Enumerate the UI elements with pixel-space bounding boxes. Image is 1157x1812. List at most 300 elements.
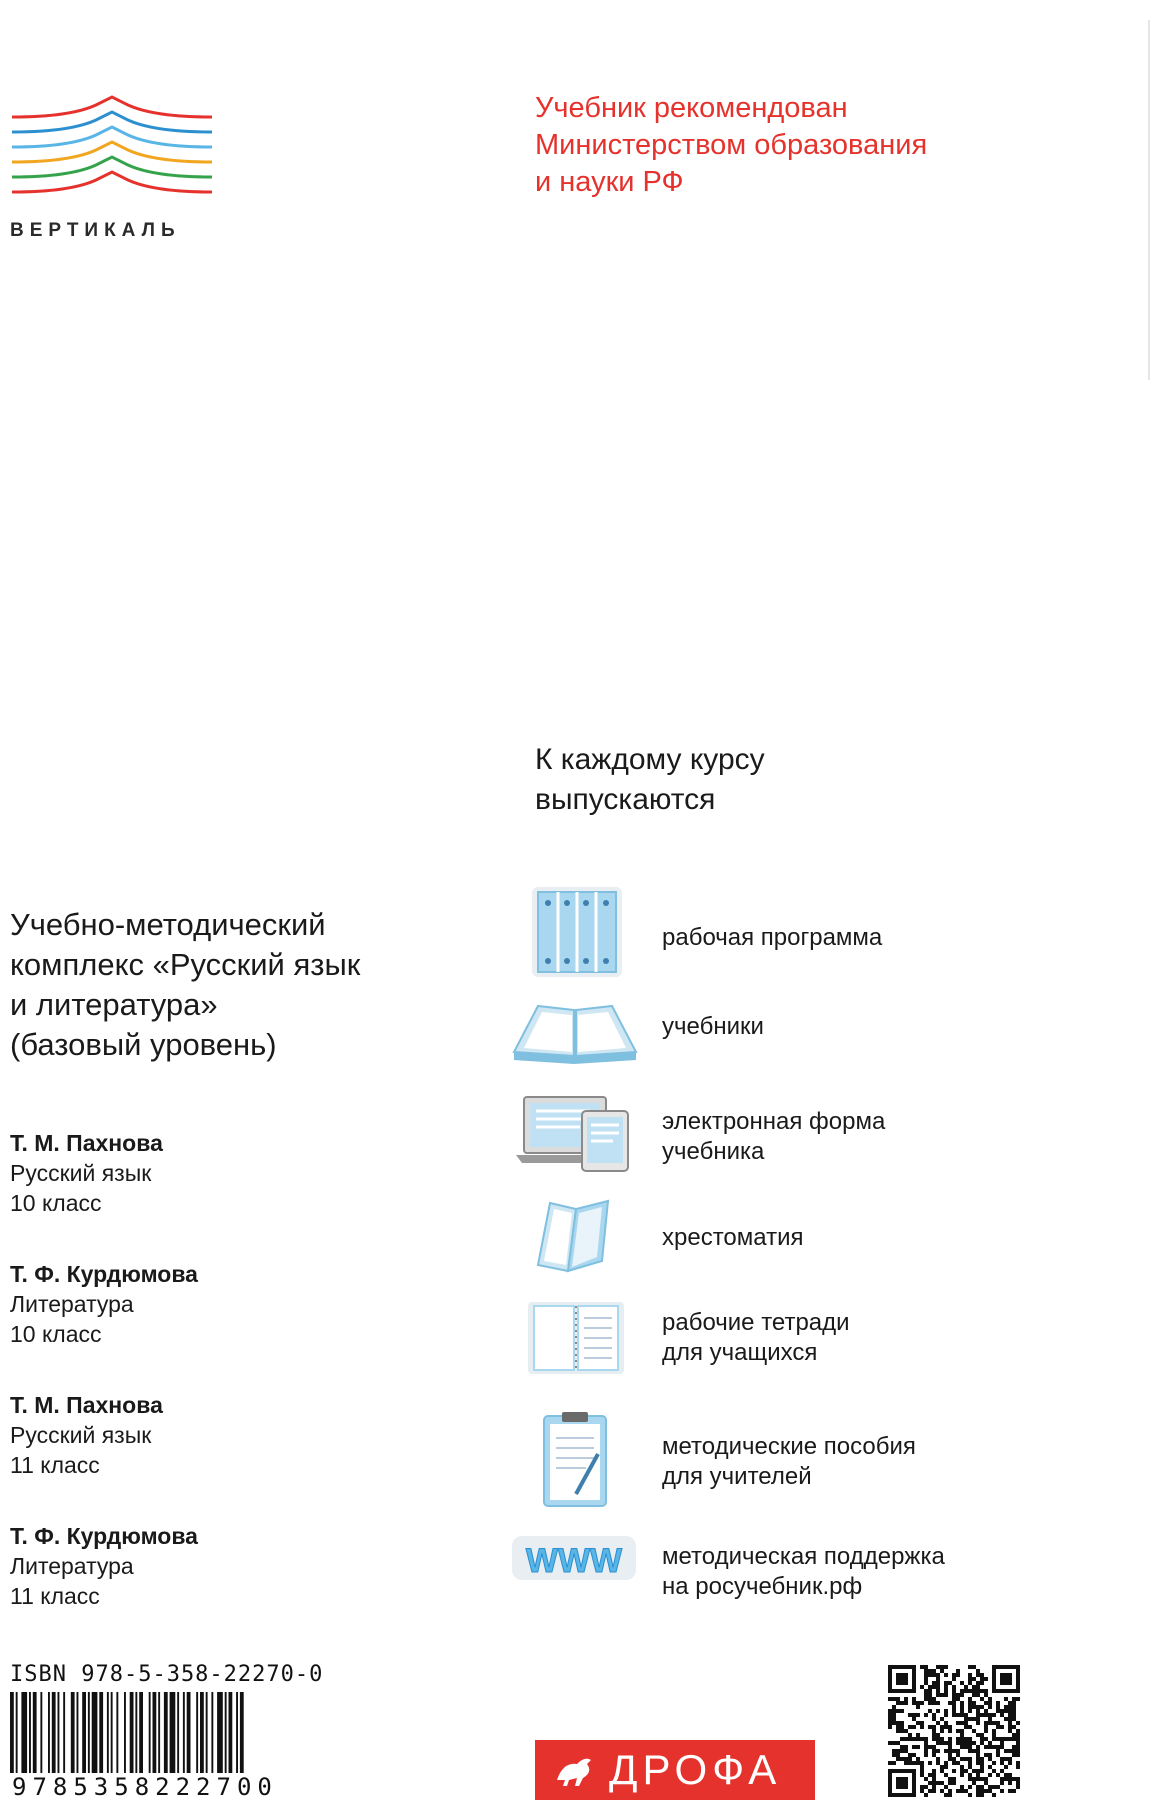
barcode-bar <box>196 1692 198 1776</box>
qr-module <box>1004 1709 1008 1713</box>
book-author: Т. Ф. Курдюмова <box>10 1523 198 1549</box>
qr-module <box>952 1693 956 1697</box>
qr-module <box>912 1745 916 1749</box>
qr-module <box>908 1761 912 1765</box>
product-label: для учащихся <box>662 1339 818 1366</box>
page-edge-divider <box>1148 20 1150 380</box>
qr-module <box>1008 1709 1012 1713</box>
qr-module <box>1016 1737 1020 1741</box>
qr-module <box>1016 1753 1020 1757</box>
qr-module <box>932 1701 936 1705</box>
products-heading <box>535 740 1055 820</box>
qr-module <box>936 1693 940 1697</box>
qr-module <box>928 1689 932 1693</box>
qr-module <box>1016 1745 1020 1749</box>
qr-module <box>972 1769 976 1773</box>
qr-module <box>948 1729 952 1733</box>
qr-module <box>940 1717 944 1721</box>
qr-module <box>936 1677 940 1681</box>
qr-module <box>948 1777 952 1781</box>
notebook-icon <box>510 1298 640 1398</box>
barcode-bar <box>206 1692 208 1776</box>
qr-module <box>928 1673 932 1677</box>
qr-module <box>888 1741 892 1745</box>
products-heading-line: К каждому курсу <box>535 743 765 776</box>
isbn-label: ISBN 978-5-358-22270-0 <box>10 1662 324 1687</box>
qr-module <box>960 1773 964 1777</box>
product-label: электронная форма <box>662 1108 886 1135</box>
qr-module <box>924 1677 928 1681</box>
qr-module <box>1012 1717 1016 1721</box>
qr-module <box>1004 1777 1008 1781</box>
qr-module <box>968 1741 972 1745</box>
qr-module <box>996 1725 1000 1729</box>
qr-module <box>936 1701 940 1705</box>
qr-module <box>1008 1725 1012 1729</box>
qr-module <box>900 1749 904 1753</box>
qr-module <box>960 1789 964 1793</box>
qr-module <box>920 1765 924 1769</box>
qr-module <box>980 1761 984 1765</box>
qr-module <box>888 1689 916 1693</box>
qr-module <box>896 1777 908 1789</box>
qr-module <box>904 1701 908 1705</box>
qr-module <box>892 1705 896 1709</box>
book-subject: Литература <box>10 1291 134 1317</box>
qr-module <box>972 1781 976 1785</box>
qr-module <box>968 1673 972 1677</box>
qr-module <box>972 1693 976 1697</box>
qr-module <box>968 1689 972 1693</box>
qr-module <box>1004 1773 1008 1777</box>
qr-module <box>976 1761 980 1765</box>
qr-module <box>952 1757 956 1761</box>
qr-module <box>1004 1737 1008 1741</box>
qr-module <box>932 1725 936 1729</box>
qr-module <box>932 1673 936 1677</box>
qr-module <box>904 1729 908 1733</box>
open-book-icon <box>510 990 640 1090</box>
qr-module <box>956 1749 960 1753</box>
qr-module <box>900 1725 904 1729</box>
qr-module <box>940 1741 944 1745</box>
qr-module <box>1016 1777 1020 1781</box>
qr-module <box>916 1713 920 1717</box>
barcode-bar <box>29 1692 31 1776</box>
qr-module <box>976 1749 980 1753</box>
qr-module <box>960 1721 964 1725</box>
qr-module <box>904 1757 908 1761</box>
qr-module <box>924 1669 928 1673</box>
barcode-bar <box>21 1692 27 1776</box>
qr-module <box>1008 1773 1012 1777</box>
qr-module <box>992 1793 996 1797</box>
qr-module <box>988 1713 992 1717</box>
barcode-bar <box>130 1692 134 1776</box>
qr-module <box>1012 1697 1016 1701</box>
qr-module <box>920 1725 924 1729</box>
qr-module <box>980 1757 984 1761</box>
qr-module <box>944 1673 948 1677</box>
qr-module <box>892 1697 896 1701</box>
complex-title-line: (базовый уровень) <box>10 1027 277 1062</box>
qr-module <box>976 1685 980 1689</box>
qr-module <box>1008 1705 1012 1709</box>
qr-module <box>952 1701 956 1705</box>
laptop-tablet-icon <box>510 1093 640 1193</box>
qr-module <box>888 1717 892 1721</box>
qr-module <box>984 1781 988 1785</box>
qr-module <box>944 1721 948 1725</box>
qr-module <box>980 1737 984 1741</box>
qr-module <box>892 1717 896 1721</box>
qr-module <box>964 1717 968 1721</box>
qr-module <box>1012 1701 1016 1705</box>
qr-module <box>992 1745 996 1749</box>
qr-module <box>1012 1709 1016 1713</box>
barcode-bar <box>135 1692 137 1776</box>
products-heading-line: выпускаются <box>535 783 716 816</box>
qr-module <box>944 1761 948 1765</box>
qr-module <box>932 1681 936 1685</box>
qr-module <box>948 1741 952 1745</box>
qr-module <box>924 1745 928 1749</box>
qr-module <box>896 1673 908 1685</box>
qr-module <box>968 1681 972 1685</box>
qr-module <box>996 1709 1000 1713</box>
vertical-series-logo <box>10 95 215 255</box>
qr-module <box>984 1777 988 1781</box>
qr-module <box>952 1713 956 1717</box>
qr-module <box>920 1789 924 1793</box>
product-label: рабочая программа <box>662 924 883 951</box>
qr-module <box>936 1733 940 1737</box>
qr-module <box>928 1761 932 1765</box>
barcode-bar <box>183 1692 185 1776</box>
qr-module <box>1016 1749 1020 1753</box>
qr-module <box>916 1761 920 1765</box>
barcode-bar <box>99 1692 103 1776</box>
qr-module <box>996 1721 1000 1725</box>
qr-module <box>896 1709 900 1713</box>
qr-module <box>944 1681 948 1685</box>
qr-module <box>944 1785 948 1789</box>
binder-icon <box>510 885 640 985</box>
qr-module <box>888 1709 892 1713</box>
qr-module <box>896 1753 900 1757</box>
qr-module <box>992 1665 996 1693</box>
qr-module <box>920 1685 924 1689</box>
qr-module <box>1004 1697 1008 1701</box>
barcode-bar <box>139 1692 143 1776</box>
qr-module <box>920 1785 924 1789</box>
qr-module <box>892 1761 896 1765</box>
qr-module <box>904 1749 908 1753</box>
qr-module <box>1016 1741 1020 1745</box>
qr-module <box>924 1793 928 1797</box>
qr-module <box>932 1777 936 1781</box>
qr-module <box>888 1725 892 1729</box>
qr-module <box>988 1785 992 1789</box>
qr-module <box>1008 1749 1012 1753</box>
qr-module <box>980 1789 984 1793</box>
qr-module <box>1016 1765 1020 1769</box>
qr-module <box>948 1793 952 1797</box>
qr-module <box>968 1765 972 1769</box>
qr-module <box>904 1761 908 1765</box>
qr-module <box>924 1673 928 1677</box>
qr-module <box>948 1701 952 1705</box>
qr-module <box>992 1713 996 1717</box>
qr-module <box>952 1781 956 1785</box>
qr-module <box>960 1785 964 1789</box>
qr-module <box>936 1781 940 1785</box>
barcode-bar <box>240 1692 244 1776</box>
qr-module <box>976 1717 980 1721</box>
barcode-bar <box>10 1692 14 1776</box>
qr-module <box>972 1741 976 1745</box>
qr-module <box>964 1757 968 1761</box>
qr-module <box>968 1777 972 1781</box>
complex-title-line: Учебно-методический <box>10 907 326 942</box>
qr-module <box>944 1765 948 1769</box>
qr-module <box>968 1757 972 1761</box>
barcode-bar <box>200 1692 204 1776</box>
qr-module <box>976 1769 980 1773</box>
qr-module <box>964 1689 968 1693</box>
barcode-bar <box>225 1692 227 1776</box>
qr-module <box>956 1753 960 1757</box>
qr-module <box>984 1701 988 1705</box>
barcode-bar <box>236 1692 238 1776</box>
qr-module <box>1012 1777 1016 1781</box>
qr-module <box>976 1793 980 1797</box>
logo-text: ВЕРТИКАЛЬ <box>10 220 181 241</box>
book-subject: Русский язык <box>10 1160 152 1186</box>
qr-module <box>988 1753 992 1757</box>
qr-module <box>944 1793 948 1797</box>
qr-module <box>988 1701 992 1705</box>
barcode-bar <box>92 1692 98 1776</box>
qr-module <box>896 1741 900 1745</box>
qr-module <box>940 1765 944 1769</box>
qr-module <box>976 1753 980 1757</box>
qr-module <box>932 1769 936 1773</box>
qr-module <box>976 1681 980 1685</box>
qr-module <box>888 1793 916 1797</box>
qr-module <box>968 1793 972 1797</box>
qr-module <box>960 1765 964 1769</box>
qr-module <box>944 1741 948 1745</box>
qr-module <box>1008 1717 1012 1721</box>
barcode-bar <box>48 1692 50 1776</box>
qr-module <box>960 1709 964 1713</box>
qr-module <box>976 1669 980 1673</box>
qr-module <box>900 1745 904 1749</box>
qr-module <box>940 1729 944 1733</box>
qr-module <box>936 1761 940 1765</box>
barcode-bar <box>229 1692 233 1776</box>
qr-module <box>924 1665 928 1669</box>
qr-module <box>912 1725 916 1729</box>
qr-module <box>984 1693 988 1697</box>
qr-module <box>1012 1705 1016 1709</box>
qr-module <box>928 1685 932 1689</box>
qr-module <box>916 1705 920 1709</box>
qr-module <box>968 1785 972 1789</box>
qr-module <box>924 1749 928 1753</box>
qr-module <box>1008 1729 1012 1733</box>
qr-module <box>888 1665 892 1693</box>
qr-module <box>924 1697 928 1701</box>
qr-module <box>972 1749 976 1753</box>
qr-module <box>960 1737 964 1741</box>
qr-module <box>908 1737 912 1741</box>
qr-module <box>1016 1721 1020 1725</box>
book-subject: Русский язык <box>10 1422 152 1448</box>
qr-module <box>896 1697 900 1701</box>
qr-module <box>952 1769 956 1773</box>
qr-module <box>956 1729 960 1733</box>
qr-module <box>968 1701 972 1705</box>
qr-module <box>1016 1733 1020 1737</box>
qr-module <box>976 1689 980 1693</box>
qr-module <box>960 1681 964 1685</box>
barcode-bar <box>170 1692 176 1776</box>
qr-module <box>1012 1749 1016 1753</box>
qr-module <box>892 1709 896 1713</box>
qr-module <box>900 1737 904 1741</box>
qr-module <box>980 1705 984 1709</box>
qr-module <box>952 1777 956 1781</box>
barcode-bar <box>58 1692 60 1776</box>
qr-module <box>920 1773 924 1777</box>
qr-module <box>888 1713 892 1717</box>
qr-module <box>916 1721 920 1725</box>
qr-module <box>932 1737 936 1741</box>
qr-module <box>968 1761 972 1765</box>
qr-module <box>984 1713 988 1717</box>
qr-module <box>940 1789 944 1793</box>
qr-module <box>956 1741 960 1745</box>
qr-module <box>944 1693 948 1697</box>
qr-module <box>912 1737 916 1741</box>
qr-module <box>992 1733 996 1737</box>
publisher-name: ДРОФА <box>609 1746 782 1793</box>
qr-module <box>980 1689 984 1693</box>
qr-module <box>984 1689 988 1693</box>
product-item <box>510 990 1070 1090</box>
barcode-bar <box>107 1692 109 1776</box>
qr-module <box>960 1701 964 1705</box>
qr-module <box>960 1757 964 1761</box>
qr-module <box>968 1705 972 1709</box>
qr-module <box>1012 1789 1016 1793</box>
qr-module <box>952 1705 956 1709</box>
qr-module <box>992 1729 996 1733</box>
qr-module <box>1000 1737 1004 1741</box>
qr-module <box>984 1745 988 1749</box>
barcode-bar <box>177 1692 179 1776</box>
product-label: методические пособия <box>662 1433 916 1460</box>
qr-module <box>928 1709 932 1713</box>
qr-module <box>996 1749 1000 1753</box>
qr-module <box>936 1737 940 1741</box>
qr-module <box>948 1725 952 1729</box>
qr-module <box>1004 1765 1008 1769</box>
barcode-bar <box>71 1692 75 1776</box>
qr-module <box>932 1749 936 1753</box>
barcode-bar <box>111 1692 113 1776</box>
qr-module <box>892 1713 896 1717</box>
barcode-bar <box>124 1692 126 1776</box>
qr-module <box>928 1725 932 1729</box>
qr-module <box>932 1773 936 1777</box>
qr-module <box>964 1721 968 1725</box>
qr-module <box>952 1749 956 1753</box>
qr-module <box>976 1733 980 1737</box>
qr-module <box>960 1745 964 1749</box>
qr-module <box>988 1697 992 1701</box>
qr-module <box>908 1757 912 1761</box>
qr-module <box>932 1753 936 1757</box>
qr-module <box>908 1713 912 1717</box>
barcode-bar <box>158 1692 160 1776</box>
book-entry <box>10 1521 430 1611</box>
qr-module <box>956 1693 960 1697</box>
qr-module <box>976 1721 980 1725</box>
qr-module <box>896 1749 900 1753</box>
barcode-bar <box>82 1692 86 1776</box>
qr-module <box>888 1697 892 1701</box>
qr-module <box>980 1785 984 1789</box>
www-text: WWW <box>525 1542 623 1580</box>
qr-module <box>964 1737 968 1741</box>
qr-module <box>960 1729 964 1733</box>
qr-module <box>1000 1709 1004 1713</box>
qr-module <box>988 1757 992 1761</box>
qr-module <box>996 1773 1000 1777</box>
qr-module <box>944 1725 948 1729</box>
qr-module <box>1008 1761 1012 1765</box>
qr-module <box>1016 1761 1020 1765</box>
qr-module <box>912 1701 916 1705</box>
qr-module <box>920 1737 924 1741</box>
qr-module <box>1000 1725 1004 1729</box>
qr-module <box>1016 1665 1020 1693</box>
book-grade: 11 класс <box>10 1452 100 1478</box>
qr-module <box>976 1789 980 1793</box>
qr-module <box>968 1773 972 1777</box>
qr-module <box>1000 1745 1004 1749</box>
qr-module <box>916 1757 920 1761</box>
qr-module <box>980 1697 984 1701</box>
recommendation-line: Министерством образования <box>535 129 928 161</box>
qr-module <box>944 1773 948 1777</box>
qr-module <box>980 1769 984 1773</box>
qr-module <box>972 1677 976 1681</box>
qr-module <box>912 1665 916 1693</box>
qr-module <box>984 1753 988 1757</box>
qr-module <box>960 1705 964 1709</box>
product-label: рабочие тетради <box>662 1309 850 1336</box>
qr-module <box>924 1741 928 1745</box>
qr-module <box>976 1673 980 1677</box>
qr-module <box>916 1701 920 1705</box>
qr-module <box>912 1769 916 1797</box>
qr-module <box>924 1693 928 1697</box>
qr-module <box>944 1665 948 1669</box>
